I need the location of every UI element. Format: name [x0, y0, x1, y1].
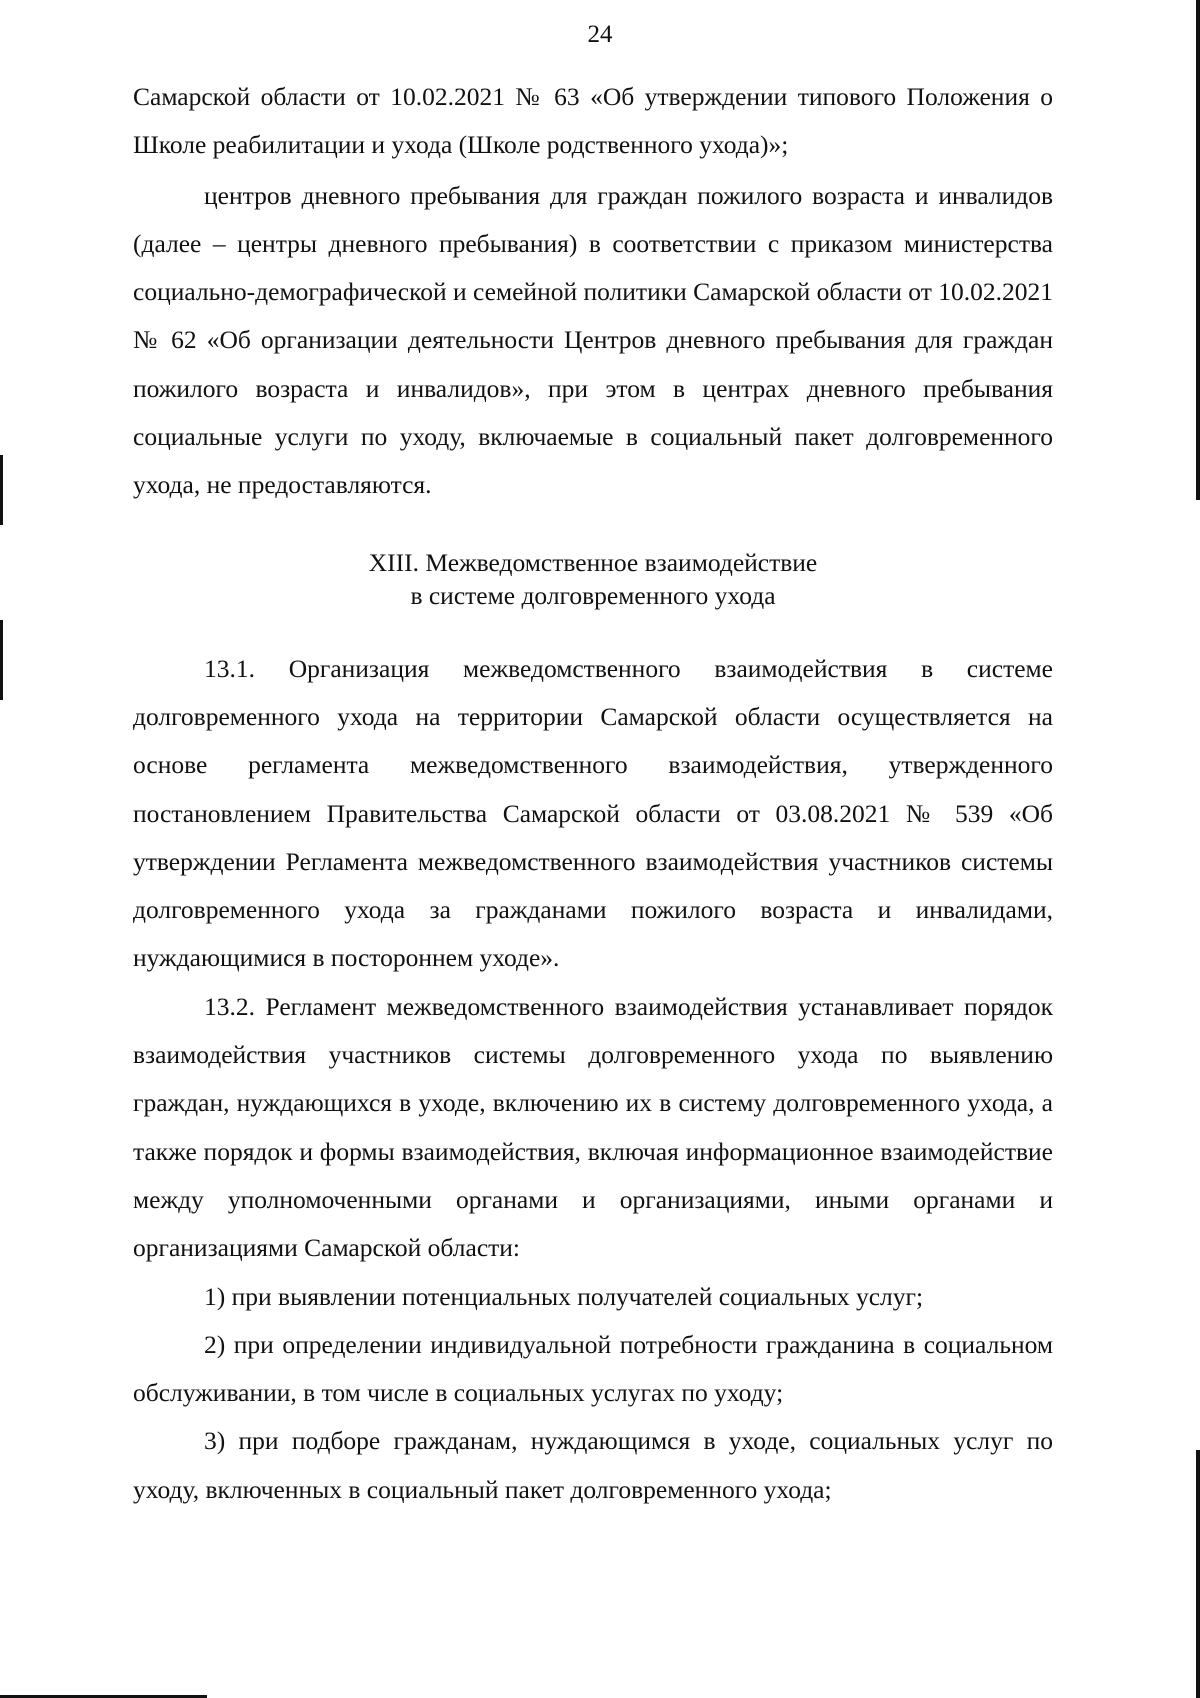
- paragraph-day-centers: центров дневного пребывания для граждан пожилого возраста и инвалидов (далее – центры дневного пребывания) в соответствии с приказом министерства социально-демографической и семейной политики Самарской области от 10.02.2021 № 62 «Об организации деятельности Центров дневного пребывания для граждан пожилого возраста и инвалидов», при этом в центрах дневного пребывания социальные услуги по уходу, включаемые в социальный пакет долговременного ухода, не предоставляются.: [133, 180, 1053, 500]
- document-body: [133, 73, 1053, 1514]
- section-heading: [133, 546, 1053, 612]
- scan-edge-left: [0, 455, 3, 525]
- paragraph-13-1: 13.1. Организация межведомственного взаимодействия в системе долговременного ухода на территории Самарской области осуществляется на основе регламента межведомственного взаимодействия, утвержденного постановлением Правительства Самарской области от 03.08.2021 № 539 «Об утверждении Регламента межведомственного взаимодействия участников системы долговременного ухода за гражданами пожилого возраста и инвалидами, нуждающимися в постороннем уходе».: [133, 653, 1053, 973]
- scan-edge-right-lower: [1196, 1450, 1200, 1698]
- list-item-2: 2) при определении индивидуальной потребности гражданина в социальном обслуживании, в том числе в социальных услугах по уходу;: [133, 1329, 1053, 1408]
- scan-edge-left-mark: [0, 620, 3, 700]
- scan-edge-right: [1196, 0, 1200, 500]
- paragraph-13-2: 13.2. Регламент межведомственного взаимодействия устанавливает порядок взаимодействия участников системы долговременного ухода по выявлению граждан, нуждающихся в уходе, включению их в систему долговременного ухода, а также порядок и формы взаимодействия, включая информационное взаимодействие между уполномоченными органами и организациями, иными органами и организациями Самарской области:: [133, 991, 1053, 1263]
- section-heading-line-1: XIII. Межведомственное взаимодействие: [368, 547, 818, 577]
- section-heading-line-2: в системе долговременного ухода: [410, 580, 776, 610]
- paragraph-continuation: Самарской области от 10.02.2021 № 63 «Об утверждении типового Положения о Школе реабилитации и ухода (Школе родственного ухода)»;: [133, 82, 1053, 160]
- list-item-3: 3) при подборе гражданам, нуждающимся в уходе, социальных услуг по уходу, включенных в социальный пакет долговременного ухода;: [133, 1426, 1053, 1504]
- page-number: 24: [587, 21, 613, 48]
- list-item-1: 1) при выявлении потенциальных получателей социальных услуг;: [204, 1281, 924, 1311]
